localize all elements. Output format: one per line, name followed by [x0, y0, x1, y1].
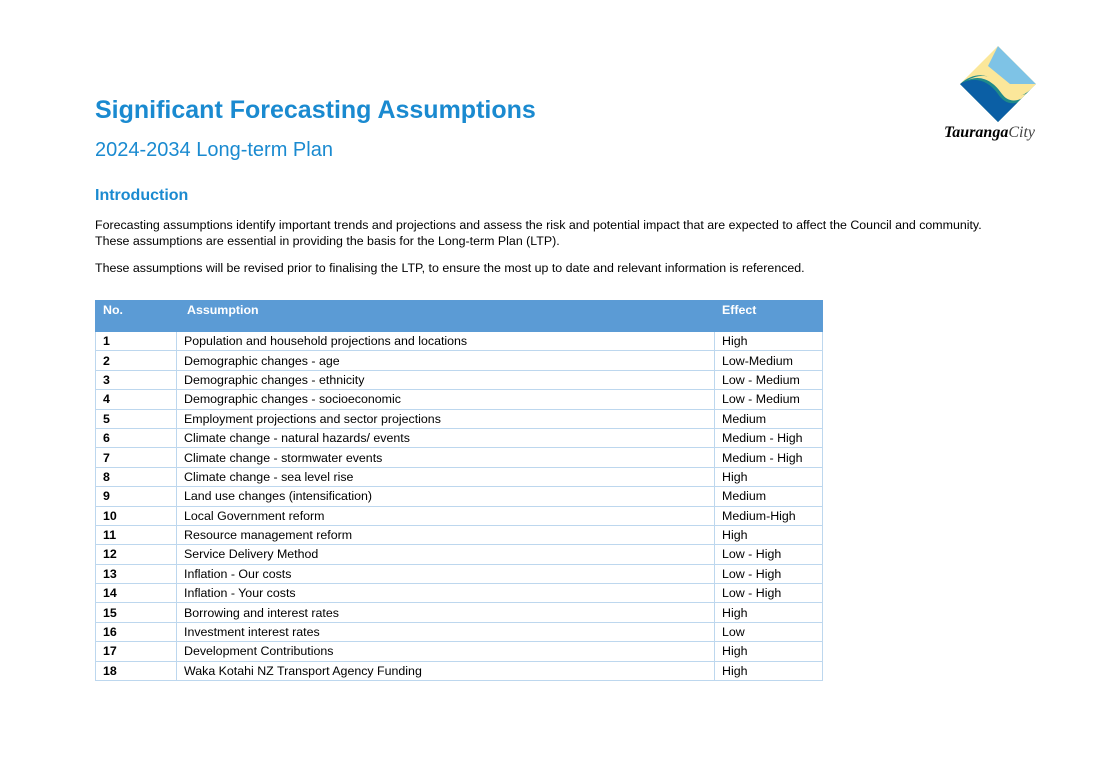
- cell-effect: High: [715, 661, 823, 680]
- cell-no: 7: [96, 448, 177, 467]
- logo-wordmark: [944, 124, 1056, 142]
- revision-paragraph: These assumptions will be revised prior to finalising the LTP, to ensure the most up to date and relevant information is referenced.: [95, 261, 805, 275]
- cell-effect: Medium: [715, 409, 823, 428]
- cell-no: 17: [96, 642, 177, 661]
- cell-assumption: Waka Kotahi NZ Transport Agency Funding: [177, 661, 715, 680]
- table-row: [96, 545, 823, 564]
- intro-paragraph: Forecasting assumptions identify important trends and projections and assess the risk and potential impact that are expected to affect the Council and community. These assumptions are essential in providing the basis for the Long-term Plan (LTP).: [95, 218, 982, 248]
- cell-effect: Low - High: [715, 564, 823, 583]
- cell-no: 6: [96, 428, 177, 447]
- cell-effect: High: [715, 642, 823, 661]
- table-row: [96, 506, 823, 525]
- cell-effect: Low: [715, 622, 823, 641]
- cell-no: 11: [96, 525, 177, 544]
- page-subtitle: 2024-2034 Long-term Plan: [95, 139, 333, 161]
- cell-no: 4: [96, 390, 177, 409]
- cell-assumption: Resource management reform: [177, 525, 715, 544]
- cell-effect: Low - High: [715, 584, 823, 603]
- section-heading: Introduction: [95, 187, 189, 204]
- cell-no: 15: [96, 603, 177, 622]
- cell-no: 18: [96, 661, 177, 680]
- table-row: [96, 525, 823, 544]
- cell-assumption: Inflation - Your costs: [177, 584, 715, 603]
- header-effect: Effect: [715, 301, 823, 332]
- table-row: [96, 332, 823, 351]
- table-row: [96, 409, 823, 428]
- table-row: [96, 487, 823, 506]
- cell-assumption: Development Contributions: [177, 642, 715, 661]
- cell-effect: High: [715, 525, 823, 544]
- cell-no: 2: [96, 351, 177, 370]
- cell-assumption: Demographic changes - ethnicity: [177, 370, 715, 389]
- table-header-row: [96, 301, 823, 332]
- table-row: [96, 467, 823, 486]
- cell-effect: Medium: [715, 487, 823, 506]
- cell-effect: Medium - High: [715, 448, 823, 467]
- cell-no: 13: [96, 564, 177, 583]
- cell-assumption: Local Government reform: [177, 506, 715, 525]
- table-row: [96, 448, 823, 467]
- cell-effect: High: [715, 332, 823, 351]
- cell-assumption: Inflation - Our costs: [177, 564, 715, 583]
- page-title: Significant Forecasting Assumptions: [95, 96, 536, 124]
- cell-assumption: Demographic changes - socioeconomic: [177, 390, 715, 409]
- cell-no: 14: [96, 584, 177, 603]
- cell-effect: Low-Medium: [715, 351, 823, 370]
- cell-no: 10: [96, 506, 177, 525]
- logo-wordmark-light: City: [1008, 124, 1035, 141]
- table-row: [96, 642, 823, 661]
- cell-no: 1: [96, 332, 177, 351]
- assumptions-table: [95, 300, 823, 681]
- cell-no: 8: [96, 467, 177, 486]
- cell-assumption: Service Delivery Method: [177, 545, 715, 564]
- cell-assumption: Demographic changes - age: [177, 351, 715, 370]
- cell-effect: Medium - High: [715, 428, 823, 447]
- header-no: No.: [96, 301, 177, 332]
- cell-assumption: Population and household projections and locations: [177, 332, 715, 351]
- cell-no: 3: [96, 370, 177, 389]
- table-row: [96, 351, 823, 370]
- table-row: [96, 622, 823, 641]
- cell-no: 5: [96, 409, 177, 428]
- cell-assumption: Employment projections and sector projections: [177, 409, 715, 428]
- logo-wordmark-bold: Tauranga: [944, 124, 1009, 141]
- header-assumption: Assumption: [177, 301, 715, 332]
- cell-no: 16: [96, 622, 177, 641]
- tauranga-city-logo: [944, 44, 1056, 144]
- table-row: [96, 428, 823, 447]
- table-row: [96, 584, 823, 603]
- cell-effect: Medium-High: [715, 506, 823, 525]
- cell-no: 9: [96, 487, 177, 506]
- cell-assumption: Borrowing and interest rates: [177, 603, 715, 622]
- table-row: [96, 603, 823, 622]
- cell-effect: Low - High: [715, 545, 823, 564]
- table-row: [96, 390, 823, 409]
- cell-effect: High: [715, 603, 823, 622]
- cell-effect: Low - Medium: [715, 370, 823, 389]
- cell-no: 12: [96, 545, 177, 564]
- cell-effect: Low - Medium: [715, 390, 823, 409]
- cell-assumption: Investment interest rates: [177, 622, 715, 641]
- table-row: [96, 661, 823, 680]
- cell-assumption: Land use changes (intensification): [177, 487, 715, 506]
- table-row: [96, 564, 823, 583]
- cell-assumption: Climate change - stormwater events: [177, 448, 715, 467]
- logo-diamond-icon: [958, 44, 1038, 124]
- cell-assumption: Climate change - natural hazards/ events: [177, 428, 715, 447]
- cell-effect: High: [715, 467, 823, 486]
- cell-assumption: Climate change - sea level rise: [177, 467, 715, 486]
- table-row: [96, 370, 823, 389]
